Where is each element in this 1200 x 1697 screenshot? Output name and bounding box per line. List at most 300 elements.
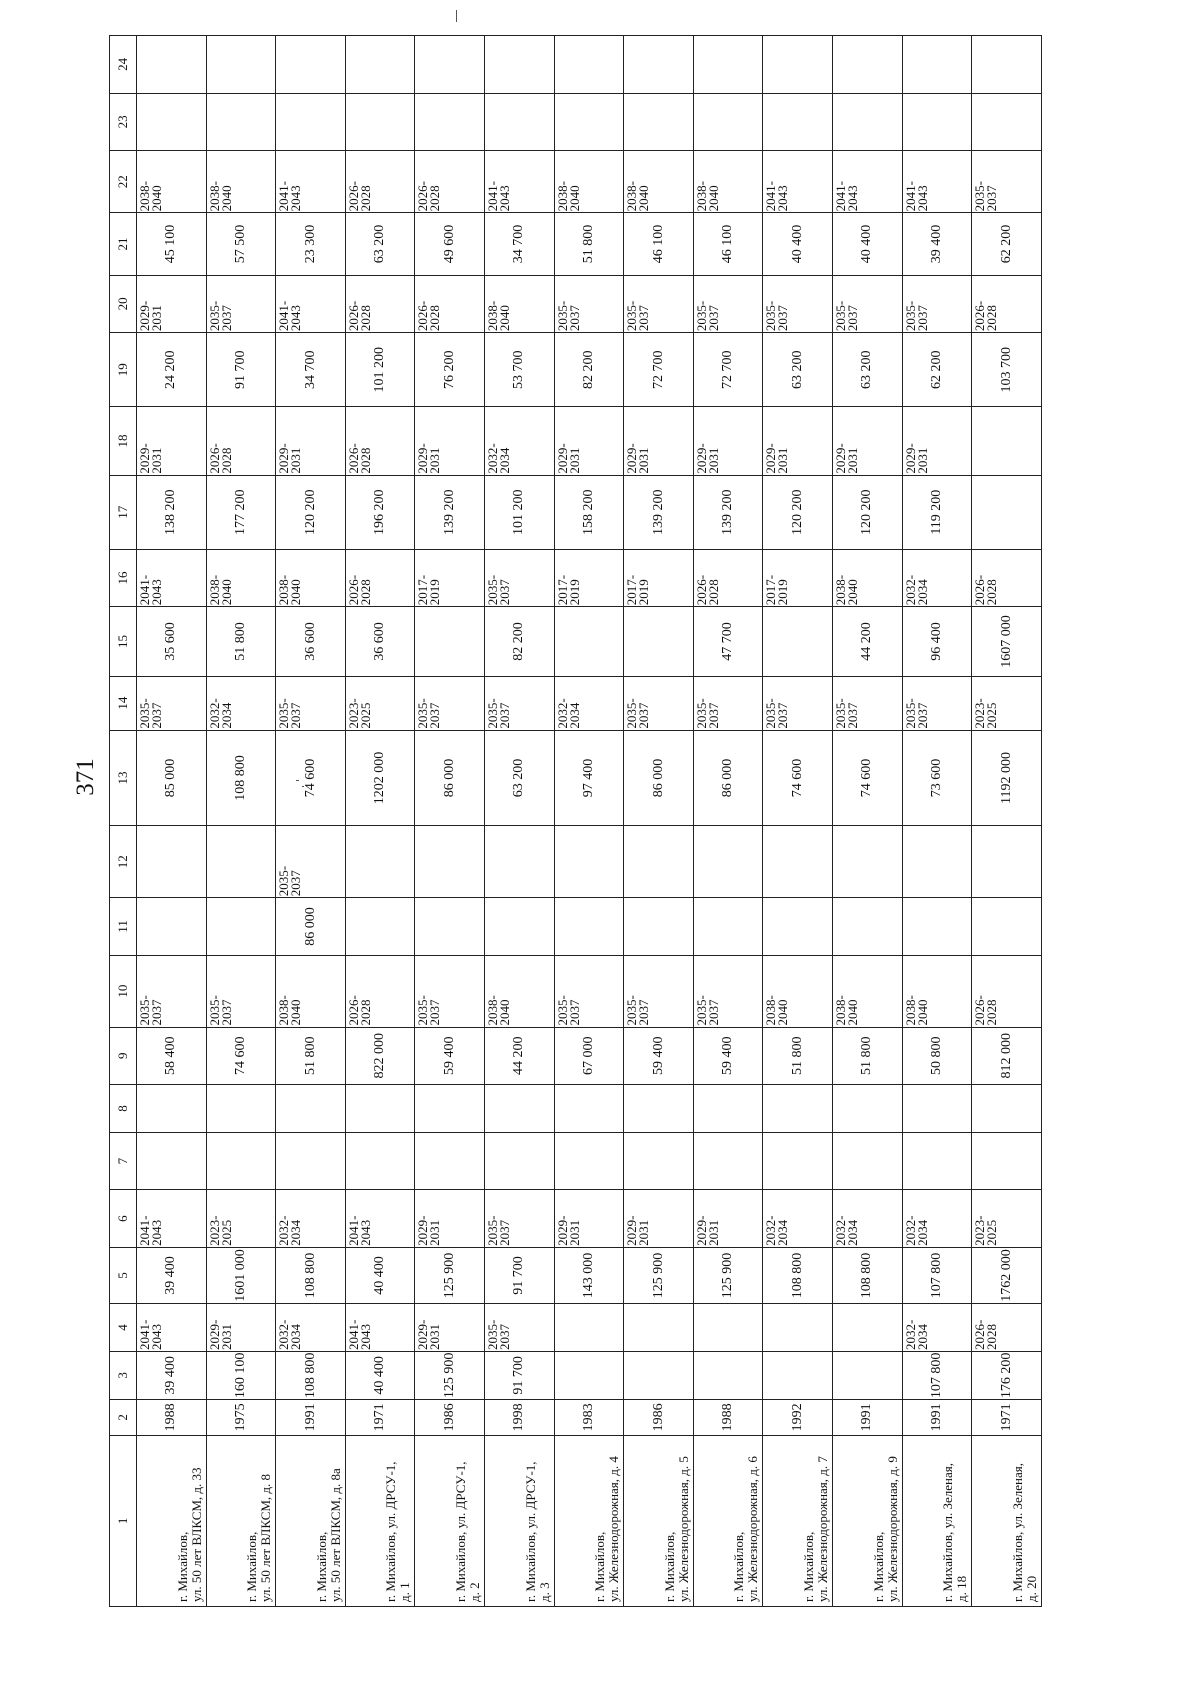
period-cell: 2029- 2031 [206,1304,276,1352]
period-cell: 2035- 2037 [206,275,276,332]
column-number-9: 9 [110,1027,137,1084]
period-cell [902,826,972,898]
address-cell: г. Михайлов, ул. Зеленая, д. 18 [902,1435,972,1606]
column-number-12: 12 [110,826,137,898]
period-cell: 2029- 2031 [624,407,694,475]
cost-cell [276,1084,346,1132]
period-cell: 2026- 2028 [972,955,1042,1027]
cost-cell: 160 100 [206,1351,276,1399]
cost-cell [485,36,555,94]
cost-cell: 101 200 [485,475,555,549]
cost-cell: 40 400 [345,1351,415,1399]
cost-cell: 59 400 [624,1027,694,1084]
cost-cell: 125 900 [415,1247,485,1303]
period-cell: 2032- 2034 [485,407,555,475]
cost-cell [415,93,485,150]
cost-cell: 59 400 [415,1027,485,1084]
column-number-15: 15 [110,607,137,676]
build-year-cell: 1986 [624,1399,694,1435]
cost-cell: 120 200 [833,475,903,549]
cost-cell [137,36,207,94]
cost-cell [972,1084,1042,1132]
cost-cell [415,1084,485,1132]
period-cell: 2041- 2043 [137,1190,207,1247]
cost-cell [137,1084,207,1132]
cost-cell [345,898,415,955]
address-cell: г. Михайлов, ул. 50 лет ВЛКСМ, д. 8 [206,1435,276,1606]
cost-cell [137,93,207,150]
period-cell: 2038- 2040 [206,549,276,606]
cost-cell: 46 100 [693,213,763,275]
cost-cell: 40 400 [763,213,833,275]
column-number-19: 19 [110,333,137,407]
build-year-cell: 1992 [763,1399,833,1435]
cost-cell [902,1084,972,1132]
cost-cell [833,898,903,955]
cost-cell [833,1351,903,1399]
cost-cell: 139 200 [624,475,694,549]
period-cell: 2032- 2034 [833,1190,903,1247]
period-cell: 2029- 2031 [693,407,763,475]
cost-cell: 1762 000 [972,1247,1042,1303]
period-cell: 2038- 2040 [833,549,903,606]
period-cell: 2032- 2034 [902,1190,972,1247]
cost-cell: 91 700 [485,1351,555,1399]
period-cell: 2041- 2043 [276,275,346,332]
rotated-table-container [109,35,1042,1607]
period-cell: 2029- 2031 [415,1304,485,1352]
cost-cell: 101 200 [345,333,415,407]
period-cell: 2035- 2037 [833,676,903,730]
cost-cell [415,607,485,676]
cost-cell: 44 200 [485,1027,555,1084]
period-cell: 2026- 2028 [693,549,763,606]
cost-cell [763,1132,833,1189]
period-cell: 2029- 2031 [276,407,346,475]
cost-cell: 74 600 [206,1027,276,1084]
period-cell [763,826,833,898]
address-cell: г. Михайлов, ул. ДРСУ-1, д. 2 [415,1435,485,1606]
column-number-11: 11 [110,898,137,955]
column-number-1: 1 [110,1435,137,1606]
cost-cell [693,1084,763,1132]
period-cell: 2041- 2043 [345,1190,415,1247]
period-cell: 2035- 2037 [693,955,763,1027]
cost-cell [693,1351,763,1399]
cost-cell: 36 600 [276,607,346,676]
period-cell [693,826,763,898]
period-cell: 2026- 2028 [345,549,415,606]
cost-cell [554,36,624,94]
cost-cell [972,36,1042,94]
stray-mark [456,10,457,22]
build-year-cell: 1998 [485,1399,555,1435]
cost-cell: 34 700 [485,213,555,275]
cost-cell: 82 200 [485,607,555,676]
cost-cell: 139 200 [415,475,485,549]
cost-cell: 86 000 [276,898,346,955]
page-number: 371 [72,758,99,796]
address-cell: г. Михайлов, ул. 50 лет ВЛКСМ, д. 33 [137,1435,207,1606]
period-cell: 2038- 2040 [206,151,276,213]
period-cell: 2032- 2034 [763,1190,833,1247]
column-number-2: 2 [110,1399,137,1435]
table-row [763,36,833,1607]
period-cell: 2035- 2037 [693,676,763,730]
build-year-cell: 1991 [276,1399,346,1435]
build-year-cell: 1988 [693,1399,763,1435]
cost-cell: 96 400 [902,607,972,676]
column-number-13: 13 [110,730,137,826]
period-cell: 2026- 2028 [972,549,1042,606]
cost-cell: 63 200 [833,333,903,407]
cost-cell: 35 600 [137,607,207,676]
table-row [485,36,555,1607]
cost-cell [833,93,903,150]
cost-cell [972,475,1042,549]
cost-cell [624,36,694,94]
address-cell: г. Михайлов, ул. Железнодорожная, д. 4 [554,1435,624,1606]
column-number-20: 20 [110,275,137,332]
cost-cell [624,1084,694,1132]
cost-cell [345,1084,415,1132]
cost-cell: 51 800 [763,1027,833,1084]
period-cell: 2041- 2043 [345,1304,415,1352]
period-cell: 2035- 2037 [902,275,972,332]
period-cell [137,826,207,898]
column-number-18: 18 [110,407,137,475]
period-cell [693,1304,763,1352]
cost-cell: 46 100 [624,213,694,275]
cost-cell: 39 400 [137,1247,207,1303]
cost-cell [554,93,624,150]
address-cell: г. Михайлов, ул. ДРСУ-1, д. 3 [485,1435,555,1606]
cost-cell: 82 200 [554,333,624,407]
column-number-4: 4 [110,1304,137,1352]
cost-cell [763,898,833,955]
cost-cell: 59 400 [693,1027,763,1084]
column-number-21: 21 [110,213,137,275]
cost-cell [693,1132,763,1189]
table-row [137,36,207,1607]
cost-cell [902,1132,972,1189]
cost-cell: 63 200 [345,213,415,275]
period-cell: 2035- 2037 [902,676,972,730]
cost-cell: 45 100 [137,213,207,275]
period-cell: 2017- 2019 [624,549,694,606]
column-number-17: 17 [110,475,137,549]
table-row [345,36,415,1607]
period-cell [624,826,694,898]
cost-cell [276,93,346,150]
cost-cell [276,36,346,94]
cost-cell: 176 200 [972,1351,1042,1399]
period-cell: 2038- 2040 [693,151,763,213]
cost-cell [206,898,276,955]
column-number-row [110,36,137,1607]
period-cell: 2035- 2037 [485,549,555,606]
build-year-cell: 1991 [902,1399,972,1435]
cost-cell: 86 000 [415,730,485,826]
cost-cell [693,36,763,94]
period-cell: 2041- 2043 [485,151,555,213]
period-cell: 2029- 2031 [902,407,972,475]
period-cell: 2035- 2037 [624,275,694,332]
period-cell: 2035- 2037 [415,955,485,1027]
period-cell: 2035- 2037 [276,826,346,898]
cost-cell: 57 500 [206,213,276,275]
cost-cell: 40 400 [833,213,903,275]
period-cell: 2029- 2031 [415,407,485,475]
cost-cell [902,898,972,955]
address-cell: г. Михайлов, ул. Железнодорожная, д. 9 [833,1435,903,1606]
column-number-8: 8 [110,1084,137,1132]
cost-cell: 107 800 [902,1247,972,1303]
cost-cell: 138 200 [137,475,207,549]
cost-cell [554,898,624,955]
period-cell: 2023- 2025 [972,676,1042,730]
cost-cell [833,1132,903,1189]
cost-cell [763,1351,833,1399]
table-row [624,36,694,1607]
cost-cell: 822 000 [345,1027,415,1084]
cost-cell: 158 200 [554,475,624,549]
period-cell [833,1304,903,1352]
cost-cell: 103 700 [972,333,1042,407]
column-number-6: 6 [110,1190,137,1247]
cost-cell [206,1132,276,1189]
period-cell: 2029- 2031 [624,1190,694,1247]
cost-cell: 44 200 [833,607,903,676]
cost-cell: 120 200 [763,475,833,549]
cost-cell: 39 400 [902,213,972,275]
cost-cell [972,93,1042,150]
build-year-cell: 1983 [554,1399,624,1435]
period-cell: 2029- 2031 [833,407,903,475]
period-cell: 2035- 2037 [137,676,207,730]
build-year-cell: 1975 [206,1399,276,1435]
address-cell: г. Михайлов, ул. Железнодорожная, д. 6 [693,1435,763,1606]
cost-cell: 143 000 [554,1247,624,1303]
period-cell: 2029- 2031 [137,407,207,475]
cost-cell [415,1132,485,1189]
cost-cell [485,898,555,955]
cost-cell: 91 700 [206,333,276,407]
period-cell: 2035- 2037 [276,676,346,730]
period-cell: 2026- 2028 [345,407,415,475]
cost-cell: 125 900 [415,1351,485,1399]
period-cell: 2026- 2028 [415,275,485,332]
cost-cell: 62 200 [972,213,1042,275]
table-row [693,36,763,1607]
period-cell: 2029- 2031 [137,275,207,332]
period-cell: 2035- 2037 [554,955,624,1027]
period-cell: 2041- 2043 [137,1304,207,1352]
cost-cell [554,1132,624,1189]
cost-cell: 67 000 [554,1027,624,1084]
cost-cell: 108 800 [206,730,276,826]
period-cell [763,1304,833,1352]
cost-cell [206,36,276,94]
period-cell: 2026- 2028 [345,151,415,213]
column-number-7: 7 [110,1132,137,1189]
period-cell: 2041- 2043 [763,151,833,213]
period-cell: 2038- 2040 [624,151,694,213]
period-cell: 2032- 2034 [902,549,972,606]
cost-cell: 76 200 [415,333,485,407]
column-number-3: 3 [110,1351,137,1399]
cost-cell: 74 600 [276,730,346,826]
cost-cell: 86 000 [693,730,763,826]
period-cell: 2026- 2028 [972,275,1042,332]
cost-cell: 86 000 [624,730,694,826]
period-cell: 2032- 2034 [554,676,624,730]
cost-cell: 91 700 [485,1247,555,1303]
address-cell: г. Михайлов, ул. ДРСУ-1, д. 1 [345,1435,415,1606]
table-row [206,36,276,1607]
period-cell: 2017- 2019 [554,549,624,606]
cost-cell [693,898,763,955]
build-year-cell: 1971 [972,1399,1042,1435]
period-cell [554,1304,624,1352]
cost-cell: 1601 000 [206,1247,276,1303]
period-cell: 2023- 2025 [345,676,415,730]
period-cell [206,826,276,898]
cost-cell: 120 200 [276,475,346,549]
cost-cell: 108 800 [763,1247,833,1303]
cost-cell: 74 600 [763,730,833,826]
cost-cell [763,1084,833,1132]
cost-cell: 74 600 [833,730,903,826]
cost-cell [345,1132,415,1189]
cost-cell [554,607,624,676]
cost-cell: 63 200 [485,730,555,826]
cost-cell: 51 800 [554,213,624,275]
period-cell: 2032- 2034 [206,676,276,730]
column-number-16: 16 [110,549,137,606]
cost-cell: 107 800 [902,1351,972,1399]
period-cell: 2038- 2040 [485,955,555,1027]
cost-cell: 108 800 [276,1351,346,1399]
cost-cell [345,36,415,94]
table-row [902,36,972,1607]
cost-cell: 72 700 [624,333,694,407]
period-cell: 2038- 2040 [763,955,833,1027]
cost-cell: 1192 000 [972,730,1042,826]
cost-cell [693,93,763,150]
period-cell [554,826,624,898]
period-cell: 2029- 2031 [693,1190,763,1247]
period-cell: 2035- 2037 [554,275,624,332]
period-cell: 2035- 2037 [693,275,763,332]
cost-cell: 40 400 [345,1247,415,1303]
cost-cell: 53 700 [485,333,555,407]
period-cell: 2035- 2037 [763,676,833,730]
build-year-cell: 1986 [415,1399,485,1435]
cost-cell [972,898,1042,955]
period-cell: 2023- 2025 [206,1190,276,1247]
table-row [276,36,346,1607]
cost-cell [624,93,694,150]
period-cell: 2032- 2034 [276,1190,346,1247]
cost-cell [833,36,903,94]
cost-cell: 177 200 [206,475,276,549]
build-year-cell: 1991 [833,1399,903,1435]
cost-cell [485,93,555,150]
cost-cell: 47 700 [693,607,763,676]
cost-cell [554,1084,624,1132]
address-cell: г. Михайлов, ул. Железнодорожная, д. 5 [624,1435,694,1606]
address-cell: г. Михайлов, ул. Железнодорожная, д. 7 [763,1435,833,1606]
table-row [415,36,485,1607]
period-cell: 2035- 2037 [763,275,833,332]
cost-cell [485,1132,555,1189]
cost-cell [763,36,833,94]
cost-cell: 125 900 [693,1247,763,1303]
cost-cell: 139 200 [693,475,763,549]
period-cell: 2017- 2019 [415,549,485,606]
cost-cell: 125 900 [624,1247,694,1303]
cost-cell [763,93,833,150]
period-cell: 2038- 2040 [137,151,207,213]
period-cell: 2038- 2040 [485,275,555,332]
build-year-cell: 1988 [137,1399,207,1435]
period-cell: 2026- 2028 [345,275,415,332]
period-cell: 2026- 2028 [345,955,415,1027]
period-cell: 2035- 2037 [972,151,1042,213]
period-cell: 2035- 2037 [206,955,276,1027]
cost-cell: 812 000 [972,1027,1042,1084]
period-cell: 2041- 2043 [833,151,903,213]
cost-cell: 51 800 [206,607,276,676]
period-cell: 2029- 2031 [554,407,624,475]
cost-cell: 1202 000 [345,730,415,826]
period-cell: 2017- 2019 [763,549,833,606]
cost-cell: 51 800 [276,1027,346,1084]
period-cell: 2035- 2037 [485,676,555,730]
period-cell [345,826,415,898]
period-cell: 2029- 2031 [554,1190,624,1247]
cost-cell: 85 000 [137,730,207,826]
cost-cell [902,93,972,150]
cost-cell: 50 800 [902,1027,972,1084]
period-cell [624,1304,694,1352]
cost-cell: 39 400 [137,1351,207,1399]
cost-cell: 49 600 [415,213,485,275]
column-number-22: 22 [110,151,137,213]
cost-cell: 62 200 [902,333,972,407]
cost-cell [485,1084,555,1132]
period-cell: 2035- 2037 [137,955,207,1027]
table-row [833,36,903,1607]
period-cell: 2038- 2040 [902,955,972,1027]
cost-cell [206,93,276,150]
cost-cell [624,898,694,955]
period-cell: 2032- 2034 [276,1304,346,1352]
period-cell: 2029- 2031 [763,407,833,475]
cost-cell [415,898,485,955]
cost-cell: 51 800 [833,1027,903,1084]
cost-cell: 1607 000 [972,607,1042,676]
address-cell: г. Михайлов, ул. 50 лет ВЛКСМ, д. 8а [276,1435,346,1606]
period-cell: 2035- 2037 [833,275,903,332]
column-number-23: 23 [110,93,137,150]
cost-cell: 108 800 [833,1247,903,1303]
period-cell: 2041- 2043 [902,151,972,213]
period-cell: 2038- 2040 [276,955,346,1027]
cost-cell [206,1084,276,1132]
cost-cell [972,1132,1042,1189]
